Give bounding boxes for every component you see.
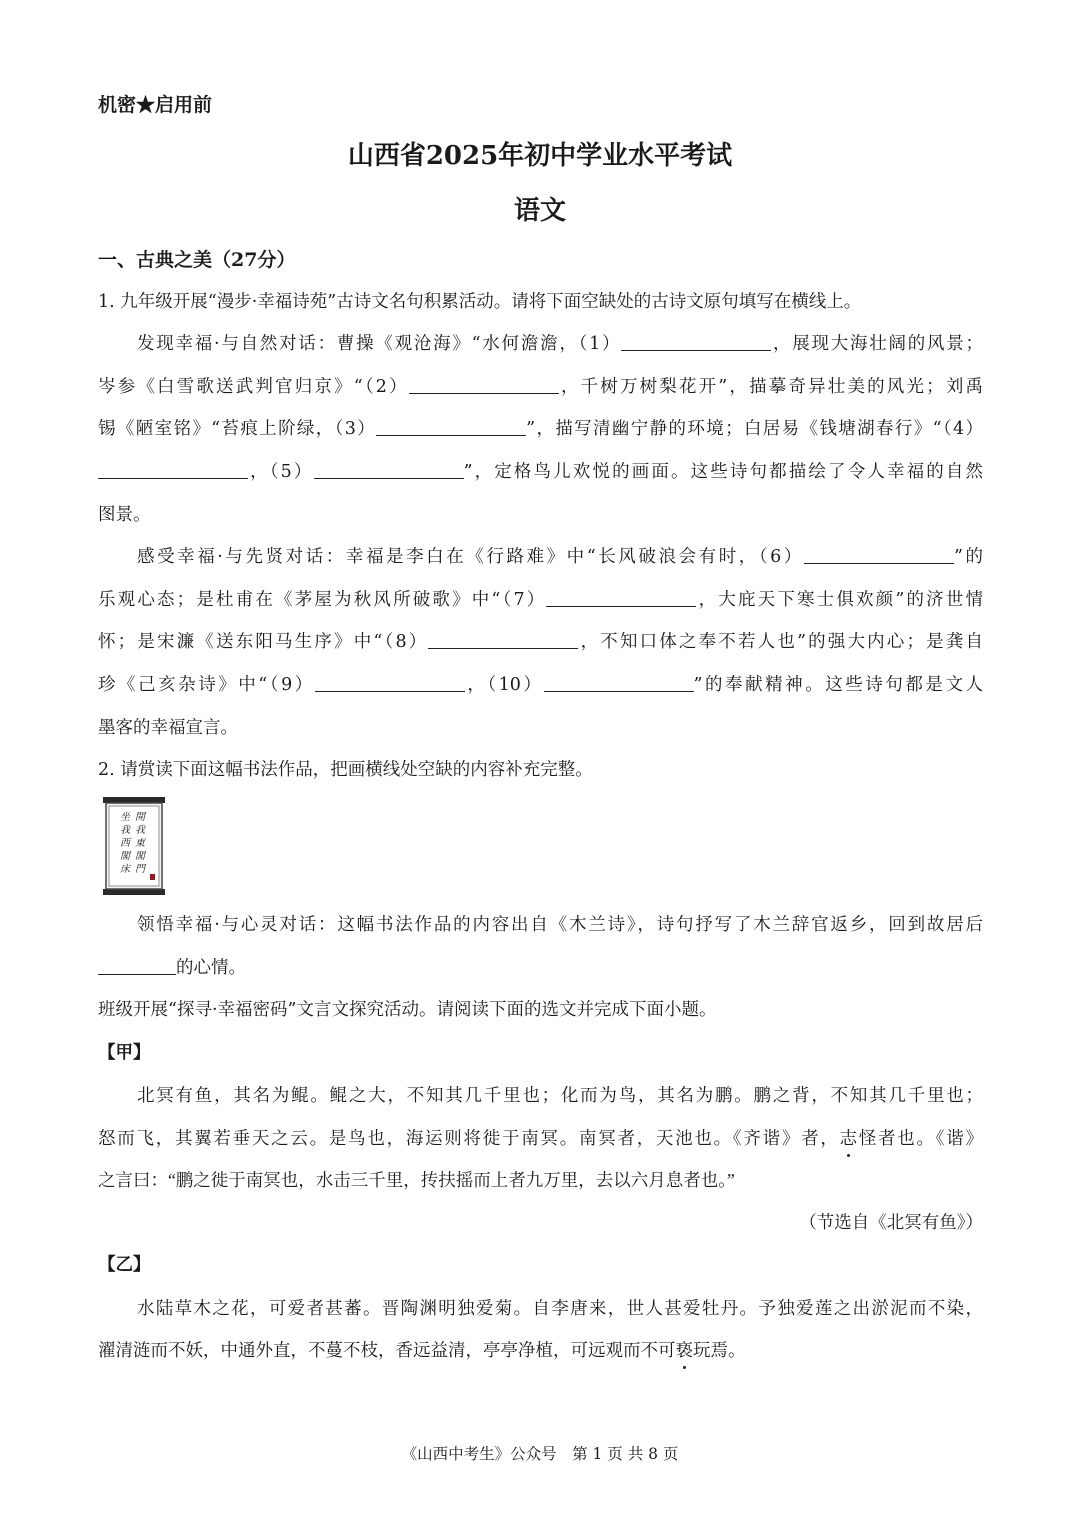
passage-yi-line1: 水陆草木之花，可爱者甚蕃。晋陶渊明独爱菊。自李唐来，世人甚爱牡丹。予独爱莲之出淤泥而不染， [137,1298,983,1318]
calligraphy-glyph: 我 [120,825,130,836]
passage-jia-line2: 怒而飞，其翼若垂天之云。是鸟也，海运则将徙于南冥。南冥者，天池也。《齐谐》者，志怪者也。《谐》 [98,1128,984,1148]
answer-blank-1[interactable] [621,332,771,351]
q1-para2-line2: 乐观心态；是杜甫在《茅屋为秋风所破歌》中“（7） ，大庇天下寒士俱欢颜”的济世情 [98,590,983,610]
subject-title: 语文 [513,196,566,226]
answer-blank-2[interactable] [409,375,559,394]
passage-jia-label: 【甲】 [98,1043,151,1063]
q1-intro: 1. 九年级开展“漫步·幸福诗苑”古诗文名句积累活动。请将下面空缺处的古诗文原句填写在横线上。 [98,292,862,312]
calligraphy-glyph: 開 [135,812,145,823]
answer-blank-7[interactable] [546,588,696,607]
q1-para2-line3: 怀；是宋濂《送东阳马生序》中“（8） ，不知口体之奉不若人也”的强大内心；是龚自 [98,632,983,652]
q2-para-line1: 领悟幸福·与心灵对话：这幅书法作品的内容出自《木兰诗》，诗句抒写了木兰辞官返乡，回到故居后 [137,915,983,935]
q1-para2-line1: 感受幸福·与先贤对话：幸福是李白在《行路难》中“长风破浪会有时，（6） ”的 [137,547,983,567]
passage-jia-line3: 之言曰：“鹏之徙于南冥也，水击三千里，抟扶摇而上者九万里，去以六月息者也。” [98,1170,735,1190]
calligraphy-glyph: 東 [135,838,145,849]
page-footer: 《山西中考生》公众号 第 1 页 共 8 页 [401,1445,679,1463]
answer-blank-8[interactable] [428,630,578,649]
emphasis-dot-char: 亵 [675,1340,693,1360]
seal-stamp [150,874,155,880]
passage-yi-label: 【乙】 [98,1255,151,1275]
q1-para2-line4: 珍《己亥杂诗》中“（9） ，（10） ”的奉献精神。这些诗句都是文人 [98,675,983,695]
calligraphy-scroll-graphic [102,796,166,896]
emphasis-dot-char: 志 [839,1128,858,1148]
q1-para1-line3: 锡《陋室铭》“苔痕上阶绿，（3） ”，描写清幽宁静的环境；白居易《钱塘湖春行》“（4） [98,419,983,439]
calligraphy-glyph: 閣 [120,851,130,862]
exam-title: 山西省2025年初中学业水平考试 [347,141,733,171]
q1-para1-line2: 岑参《白雪歌送武判官归京》“（2） ，千树万树梨花开”，描摹奇异壮美的风光；刘禹 [98,377,983,397]
q2-para-line2: 的心情。 [98,956,983,980]
q1-para1-line4: ，（5） ”，定格鸟儿欢悦的画面。这些诗句都描绘了令人幸福的自然 [98,460,983,484]
answer-blank-10[interactable] [544,673,694,692]
calligraphy-glyph: 我 [135,825,145,836]
answer-blank-5[interactable] [314,460,464,479]
passage-yi-line2: 濯清涟而不妖，中通外直，不蔓不枝，香远益清，亭亭净植，可远观而不可亵玩焉。 [98,1340,746,1360]
activity-intro: 班级开展“探寻·幸福密码”文言文探究活动。请阅读下面的选文并完成下面小题。 [98,1000,717,1020]
answer-blank-6[interactable] [804,545,954,564]
q2-intro: 2. 请赏读下面这幅书法作品，把画横线处空缺的内容补充完整。 [98,760,593,780]
q1-para2-line5: 墨客的幸福宣言。 [98,718,238,738]
calligraphy-scroll-image [102,796,166,896]
calligraphy-glyph: 閣 [135,851,145,862]
calligraphy-glyph: 門 [135,864,145,875]
passage-jia-source: （节选自《北冥有鱼》） [799,1213,983,1233]
calligraphy-glyph: 床 [120,864,130,875]
passage-jia-line1: 北冥有鱼，其名为鲲。鲲之大，不知其几千里也；化而为鸟，其名为鹏。鹏之背，不知其几千里也； [137,1085,983,1105]
calligraphy-glyph: 坐 [120,812,130,823]
answer-blank-9[interactable] [315,673,465,692]
q1-para1-line5: 图景。 [98,505,151,525]
confidential-mark: 机密★启用前 [98,94,213,116]
calligraphy-glyph: 西 [120,838,130,849]
q1-para1-line1: 发现幸福·与自然对话：曹操《观沧海》“水何澹澹，（1） ，展现大海壮阔的风景； [137,334,983,354]
answer-blank-4[interactable] [98,460,248,479]
answer-blank-3[interactable] [376,417,526,436]
answer-blank-q2[interactable] [98,956,176,975]
section-heading: 一、古典之美（27分） [98,249,296,271]
